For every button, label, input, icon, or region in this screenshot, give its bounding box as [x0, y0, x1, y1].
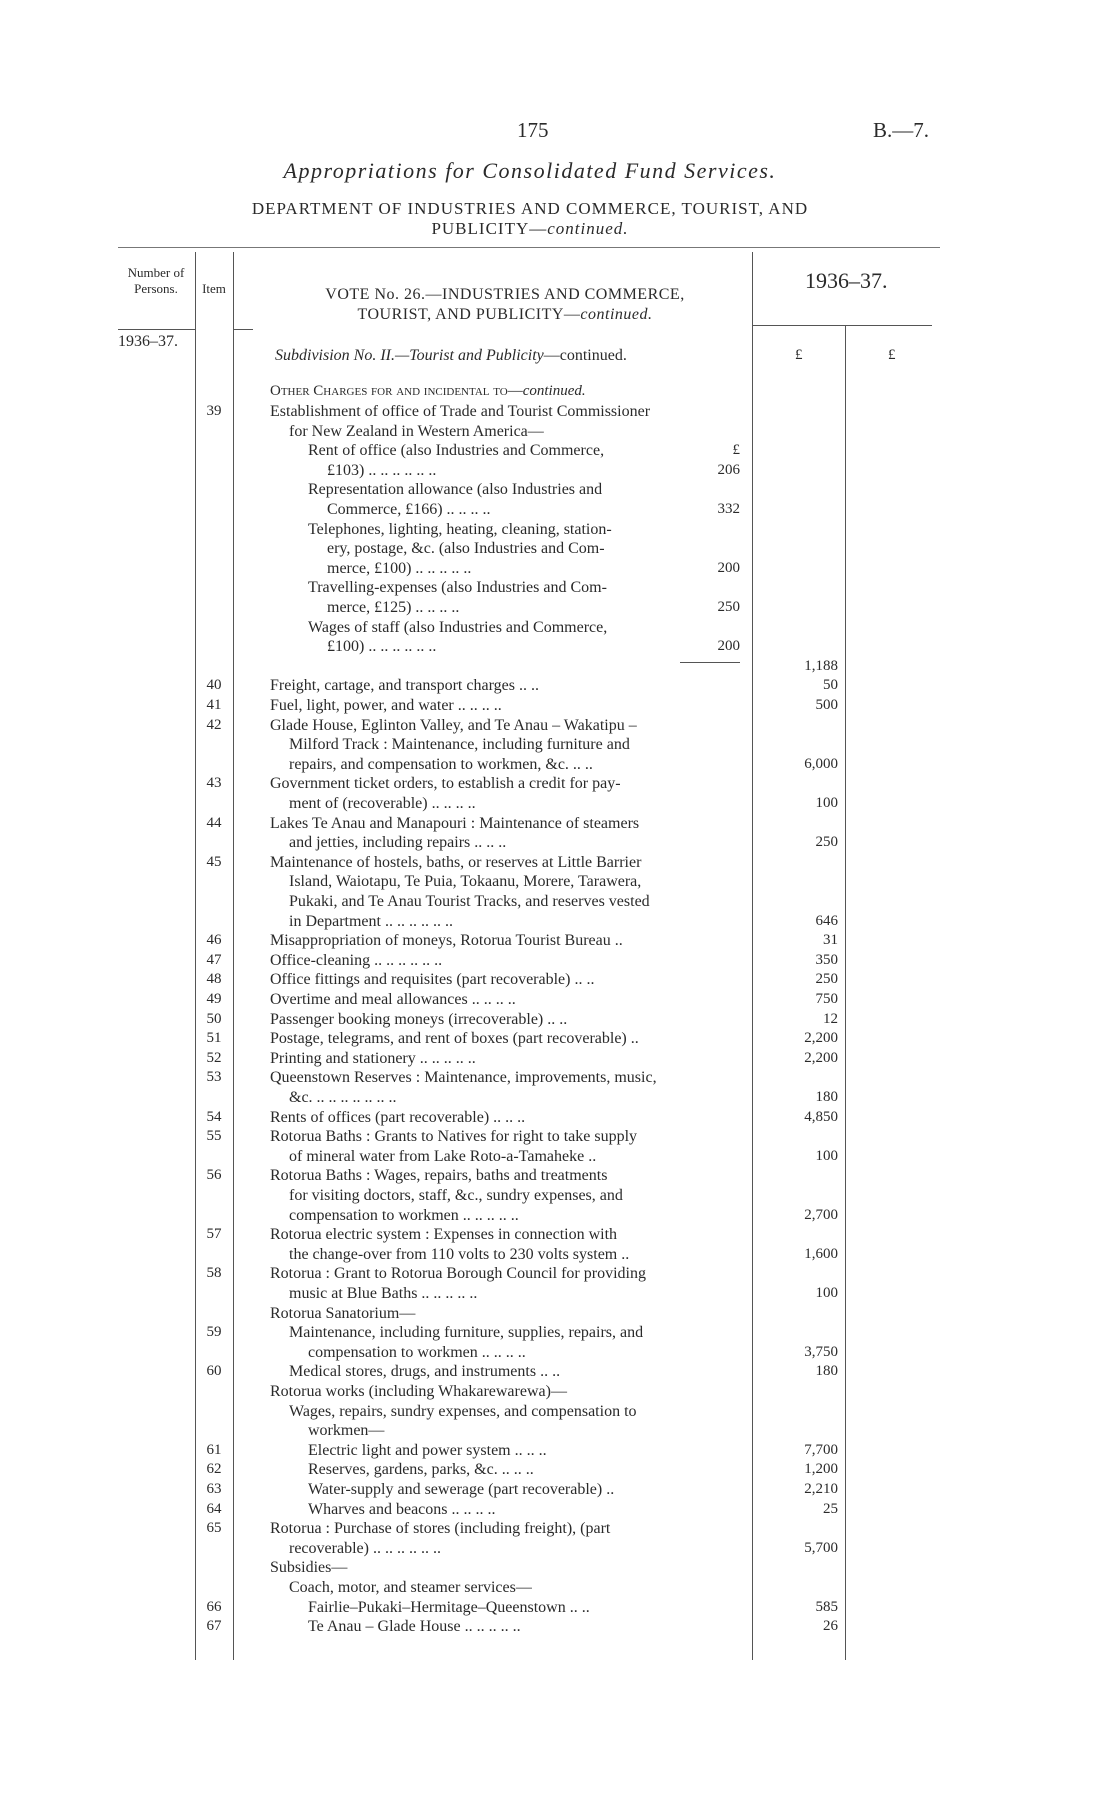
line-text: in Department .. .. .. .. .. .. — [289, 913, 453, 930]
line-text: recoverable) .. .. .. .. .. .. — [289, 1540, 441, 1557]
item-number: 42 — [206, 717, 222, 733]
amount: 2,700 — [804, 1207, 838, 1223]
amount: 2,200 — [804, 1050, 838, 1066]
line-text: Fairlie–Pukaki–Hermitage–Queenstown .. .. — [308, 1599, 590, 1616]
line-text: Water-supply and sewerage (part recoverable) .. — [308, 1481, 615, 1498]
item-number: 55 — [206, 1128, 222, 1144]
line-text: ery, postage, &c. (also Industries and Com- — [327, 540, 605, 557]
line-text: ment of (recoverable) .. .. .. .. — [289, 795, 476, 812]
pound-sign-header: £ — [795, 347, 803, 363]
item-number: 66 — [206, 1599, 222, 1615]
line-text: Postage, telegrams, and rent of boxes (part recoverable) .. — [270, 1030, 639, 1047]
sub-amount: 200 — [717, 638, 740, 654]
line-text: Wages, repairs, sundry expenses, and compensation to — [289, 1403, 637, 1420]
section-heading-continued: continued. — [522, 383, 586, 399]
amount: 100 — [815, 1148, 838, 1164]
amount: 2,210 — [804, 1481, 838, 1497]
vote-line-2: TOURIST, AND PUBLICITY— — [357, 306, 581, 323]
line-text: Misappropriation of moneys, Rotorua Tourist Bureau .. — [270, 932, 623, 949]
line-text: compensation to workmen .. .. .. .. .. — [289, 1207, 519, 1224]
line-text: Rotorua : Grant to Rotorua Borough Council for providing — [270, 1265, 646, 1282]
amount: 31 — [823, 932, 838, 948]
line-text: Rotorua : Purchase of stores (including freight), (part — [270, 1520, 611, 1537]
amount: 100 — [815, 795, 838, 811]
amount-column-rule — [845, 325, 846, 1660]
item-number: 39 — [206, 403, 222, 419]
item-number: 56 — [206, 1167, 222, 1183]
line-text: and jetties, including repairs .. .. .. — [289, 834, 507, 851]
page-title: Appropriations for Consolidated Fund Services. — [283, 158, 777, 183]
page-number: 175 — [517, 118, 549, 142]
amount: 7,700 — [804, 1442, 838, 1458]
line-text: Fuel, light, power, and water .. .. .. .. — [270, 697, 502, 714]
department-line-2: PUBLICITY— — [431, 219, 548, 238]
section-heading-text: Other Charges for and incidental to— — [270, 383, 523, 399]
item-number: 44 — [206, 815, 222, 831]
line-text: Telephones, lighting, heating, cleaning, station- — [308, 521, 612, 538]
vote-line-1: VOTE No. 26.—INDUSTRIES AND COMMERCE, — [325, 286, 685, 303]
item-number: 67 — [206, 1618, 222, 1634]
amount: 750 — [815, 991, 838, 1007]
line-text: Commerce, £166) .. .. .. .. — [327, 501, 491, 518]
line-text: Milford Track : Maintenance, including furniture and — [289, 736, 630, 753]
item-underline — [233, 329, 253, 330]
amount: 180 — [815, 1363, 838, 1379]
text-column-rule — [752, 252, 753, 1660]
number-of-persons-header: Number of Persons. — [127, 265, 185, 296]
item-number: 63 — [206, 1481, 222, 1497]
amount: 1,600 — [804, 1246, 838, 1262]
line-text: Rotorua Baths : Wages, repairs, baths and treatments — [270, 1167, 608, 1184]
line-text: Wharves and beacons .. .. .. .. — [308, 1501, 496, 1518]
subdivision-title: Subdivision No. II.—Tourist and Publicity — [275, 347, 544, 364]
line-text: music at Blue Baths .. .. .. .. .. — [289, 1285, 478, 1302]
line-text: £100) .. .. .. .. .. .. — [327, 638, 437, 655]
line-text: Subsidies— — [270, 1559, 348, 1576]
document-reference: B.—7. — [873, 118, 930, 142]
amount: 3,750 — [804, 1344, 838, 1360]
amount: 250 — [815, 834, 838, 850]
line-text: of mineral water from Lake Roto-a-Tamaheke .. — [289, 1148, 597, 1165]
line-text: Rotorua Baths : Grants to Natives for right to take supply — [270, 1128, 638, 1145]
subdivision-continued: —continued. — [543, 347, 627, 364]
line-text: Lakes Te Anau and Manapouri : Maintenance of steamers — [270, 815, 640, 832]
line-text: Rotorua electric system : Expenses in connection with — [270, 1226, 618, 1243]
line-text: Office-cleaning .. .. .. .. .. .. — [270, 952, 443, 969]
item-number: 43 — [206, 775, 222, 791]
amount: 4,850 — [804, 1109, 838, 1125]
pound-sign-header: £ — [888, 347, 896, 363]
item-number: 65 — [206, 1520, 222, 1536]
sub-amount: 206 — [717, 462, 740, 478]
amount: 26 — [823, 1618, 838, 1634]
line-text: workmen— — [308, 1422, 385, 1439]
item-number: 51 — [206, 1030, 222, 1046]
amount: 2,200 — [804, 1030, 838, 1046]
item-number: 59 — [206, 1324, 222, 1340]
item-number: 46 — [206, 932, 222, 948]
line-text: Glade House, Eglinton Valley, and Te Anau – Wakatipu – — [270, 717, 637, 734]
department-heading — [160, 199, 900, 239]
item-number: 61 — [206, 1442, 222, 1458]
year-header: 1936–37. — [805, 268, 888, 293]
amount: 6,000 — [804, 756, 838, 772]
item-number: 62 — [206, 1461, 222, 1477]
sub-amount: £ — [732, 442, 740, 458]
amount: 100 — [815, 1285, 838, 1301]
line-text: Travelling-expenses (also Industries and Com- — [308, 579, 607, 596]
persons-underline — [118, 329, 195, 330]
vote-continued: continued. — [580, 306, 653, 323]
amount: 1,188 — [804, 658, 838, 674]
amount: 646 — [815, 913, 838, 929]
subtotal-rule — [680, 662, 740, 663]
item-number: 64 — [206, 1501, 222, 1517]
line-text: merce, £100) .. .. .. .. .. — [327, 560, 472, 577]
item-number: 41 — [206, 697, 222, 713]
amount: 250 — [815, 971, 838, 987]
item-number: 52 — [206, 1050, 222, 1066]
line-text: Wages of staff (also Industries and Commerce, — [308, 619, 608, 636]
line-text: &c. .. .. .. .. .. .. .. — [289, 1089, 397, 1106]
line-text: Pukaki, and Te Anau Tourist Tracks, and reserves vested — [289, 893, 650, 910]
item-number: 60 — [206, 1363, 222, 1379]
persons-year: 1936–37. — [118, 333, 178, 350]
section-heading — [270, 383, 586, 400]
line-text: the change-over from 110 volts to 230 volts system .. — [289, 1246, 630, 1263]
item-number: 53 — [206, 1069, 222, 1085]
item-number: 49 — [206, 991, 222, 1007]
line-text: merce, £125) .. .. .. .. — [327, 599, 460, 616]
line-text: repairs, and compensation to workmen, &c. .. .. — [289, 756, 593, 773]
item-number: 40 — [206, 677, 222, 693]
line-text: Government ticket orders, to establish a credit for pay- — [270, 775, 621, 792]
line-text: Establishment of office of Trade and Tourist Commissioner — [270, 403, 651, 420]
line-text: Rotorua works (including Whakarewarewa)— — [270, 1383, 567, 1400]
subdivision-heading — [275, 347, 627, 365]
line-text: Printing and stationery .. .. .. .. .. — [270, 1050, 476, 1067]
sub-amount: 332 — [717, 501, 740, 517]
sub-amount: 200 — [717, 560, 740, 576]
line-text: Rents of offices (part recoverable) .. .. .. — [270, 1109, 526, 1126]
line-text: Maintenance, including furniture, supplies, repairs, and — [289, 1324, 644, 1341]
line-text: Passenger booking moneys (irrecoverable) .. .. — [270, 1011, 568, 1028]
year-underline — [752, 325, 932, 326]
item-number: 47 — [206, 952, 222, 968]
line-text: Rent of office (also Industries and Commerce, — [308, 442, 605, 459]
line-text: Freight, cartage, and transport charges .. .. — [270, 677, 539, 694]
line-text: Queenstown Reserves : Maintenance, improvements, music, — [270, 1069, 657, 1086]
line-text: for visiting doctors, staff, &c., sundry expenses, and — [289, 1187, 623, 1204]
line-text: Medical stores, drugs, and instruments .. .. — [289, 1363, 561, 1380]
line-text: compensation to workmen .. .. .. .. — [308, 1344, 526, 1361]
line-text: Rotorua Sanatorium— — [270, 1305, 416, 1322]
amount: 350 — [815, 952, 838, 968]
amount: 25 — [823, 1501, 838, 1517]
amount: 12 — [823, 1011, 838, 1027]
item-number: 58 — [206, 1265, 222, 1281]
item-header: Item — [202, 281, 226, 296]
line-text: Island, Waiotapu, Te Puia, Tokaanu, Morere, Tarawera, — [289, 873, 642, 890]
line-text: Reserves, gardens, parks, &c. .. .. .. — [308, 1461, 534, 1478]
line-text: Overtime and meal allowances .. .. .. .. — [270, 991, 516, 1008]
item-number: 54 — [206, 1109, 222, 1125]
item-number: 45 — [206, 854, 222, 870]
amount: 50 — [823, 677, 838, 693]
department-continued: continued. — [547, 219, 629, 238]
line-text: Te Anau – Glade House .. .. .. .. .. — [308, 1618, 521, 1635]
item-number: 57 — [206, 1226, 222, 1242]
department-line-1: DEPARTMENT OF INDUSTRIES AND COMMERCE, TOURIST, AND — [251, 199, 809, 218]
amount: 500 — [815, 697, 838, 713]
amount: 1,200 — [804, 1461, 838, 1477]
item-number: 48 — [206, 971, 222, 987]
sub-amount: 250 — [717, 599, 740, 615]
vote-heading — [270, 285, 740, 325]
line-text: Office fittings and requisites (part recoverable) .. .. — [270, 971, 595, 988]
header-rule — [118, 247, 940, 248]
item-number: 50 — [206, 1011, 222, 1027]
line-text: £103) .. .. .. .. .. .. — [327, 462, 437, 479]
amount: 180 — [815, 1089, 838, 1105]
amount: 5,700 — [804, 1540, 838, 1556]
line-text: Electric light and power system .. .. .. — [308, 1442, 547, 1459]
amount: 585 — [815, 1599, 838, 1615]
line-text: Representation allowance (also Industries and — [308, 481, 603, 498]
line-text: Coach, motor, and steamer services— — [289, 1579, 532, 1596]
line-text: for New Zealand in Western America— — [289, 423, 544, 440]
line-text: Maintenance of hostels, baths, or reserves at Little Barrier — [270, 854, 642, 871]
